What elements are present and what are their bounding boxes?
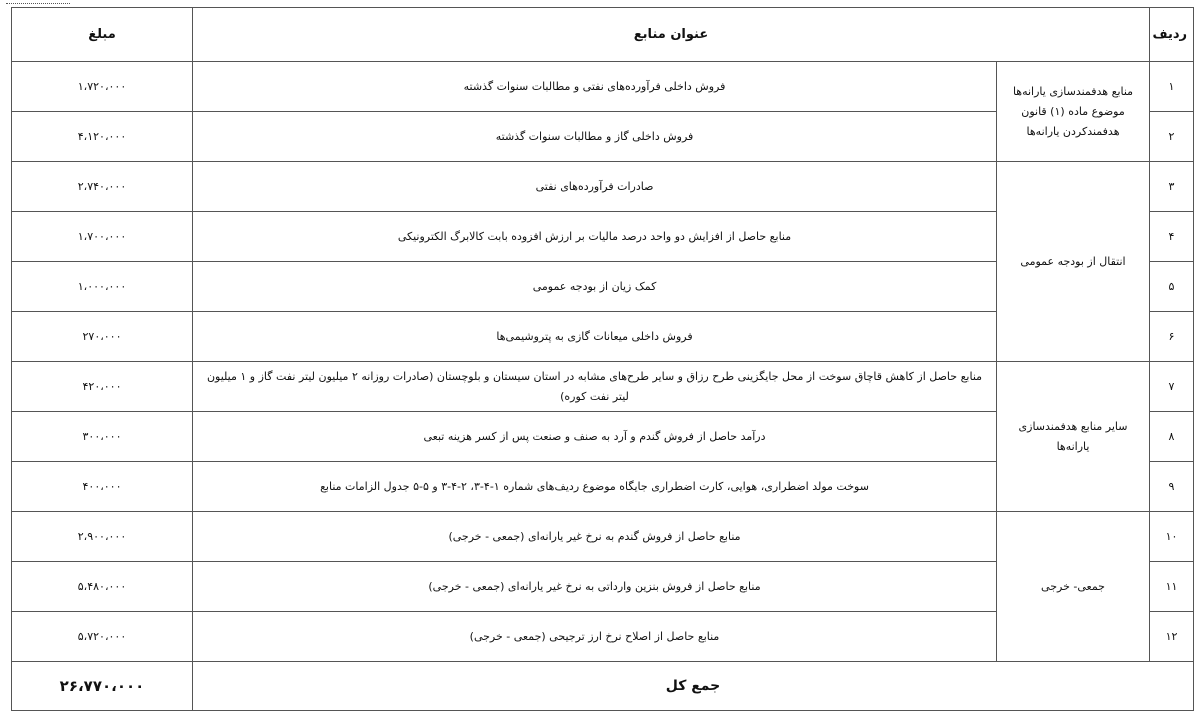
table-row [12,162,1194,212]
row-amount: ۲۷۰،۰۰۰ [12,312,193,362]
total-amount: ۲۶،۷۷۰،۰۰۰ [12,662,193,711]
group-label: جمعی- خرجی [997,512,1150,662]
table-row [12,62,1194,112]
row-title: منابع حاصل از اصلاح نرخ ارز ترجیحی (جمعی - خرجی) [193,612,997,662]
row-title: سوخت مولد اضطراری، هوایی، کارت اضطراری جایگاه موضوع ردیف‌های شماره ۱-۴-۳، ۲-۴-۳ و ۵-۵ جدول الزامات منابع [193,462,997,512]
table-row [12,512,1194,562]
row-number: ۸ [1150,412,1194,462]
row-amount: ۱،۰۰۰،۰۰۰ [12,262,193,312]
row-number: ۵ [1150,262,1194,312]
row-title: فروش داخلی گاز و مطالبات سنوات گذشته [193,112,997,162]
cropped-header-fragment [6,0,70,4]
row-amount: ۲،۹۰۰،۰۰۰ [12,512,193,562]
row-number: ۷ [1150,362,1194,412]
row-title: کمک زیان از بودجه عمومی [193,262,997,312]
row-number: ۶ [1150,312,1194,362]
row-amount: ۴۰۰،۰۰۰ [12,462,193,512]
header-row [12,8,1194,62]
row-number: ۴ [1150,212,1194,262]
row-amount: ۵،۷۲۰،۰۰۰ [12,612,193,662]
row-amount: ۴۲۰،۰۰۰ [12,362,193,412]
row-amount: ۱،۷۲۰،۰۰۰ [12,62,193,112]
row-title: صادرات فرآورده‌های نفتی [193,162,997,212]
top-edge-strip [0,0,1200,7]
row-amount: ۲،۷۴۰،۰۰۰ [12,162,193,212]
total-row [12,662,1194,711]
row-number: ۳ [1150,162,1194,212]
table-row [12,362,1194,412]
row-number: ۱ [1150,62,1194,112]
row-title: منابع حاصل از افزایش دو واحد درصد مالیات بر ارزش افزوده بابت کالابرگ الکترونیکی [193,212,997,262]
row-title: منابع حاصل از فروش گندم به نرخ غیر یارانه‌ای (جمعی - خرجی) [193,512,997,562]
row-amount: ۴،۱۲۰،۰۰۰ [12,112,193,162]
group-label: منابع هدفمندسازی یارانه‌ها موضوع ماده (۱) قانون هدفمندکردن یارانه‌ها [997,62,1150,162]
row-number-header: ردیف [1150,8,1194,62]
row-number: ۱۱ [1150,562,1194,612]
row-number: ۱۲ [1150,612,1194,662]
row-amount: ۱،۷۰۰،۰۰۰ [12,212,193,262]
row-title: منابع حاصل از کاهش قاچاق سوخت از محل جایگزینی طرح رزاق و سایر طرح‌های مشابه در استان سیستان و بلوچستان (صادرات روزانه ۲ میلیون لیتر نفت گاز و ۱ میلیون لیتر نفت کوره) [193,362,997,412]
group-label: سایر منابع هدفمندسازی یارانه‌ها [997,362,1150,512]
row-number: ۲ [1150,112,1194,162]
row-number: ۹ [1150,462,1194,512]
row-amount: ۵،۴۸۰،۰۰۰ [12,562,193,612]
amount-header: مبلغ [12,8,193,62]
row-number: ۱۰ [1150,512,1194,562]
resources-table [11,7,1194,711]
row-title: فروش داخلی فرآورده‌های نفتی و مطالبات سنوات گذشته [193,62,997,112]
row-amount: ۳۰۰،۰۰۰ [12,412,193,462]
group-label: انتقال از بودجه عمومی [997,162,1150,362]
row-title: منابع حاصل از فروش بنزین وارداتی به نرخ غیر یارانه‌ای (جمعی - خرجی) [193,562,997,612]
row-title: فروش داخلی میعانات گازی به پتروشیمی‌ها [193,312,997,362]
row-title: درآمد حاصل از فروش گندم و آرد به صنف و صنعت پس از کسر هزینه تبعی [193,412,997,462]
title-header: عنوان منابع [193,8,1150,62]
total-label: جمع کل [193,662,1194,711]
